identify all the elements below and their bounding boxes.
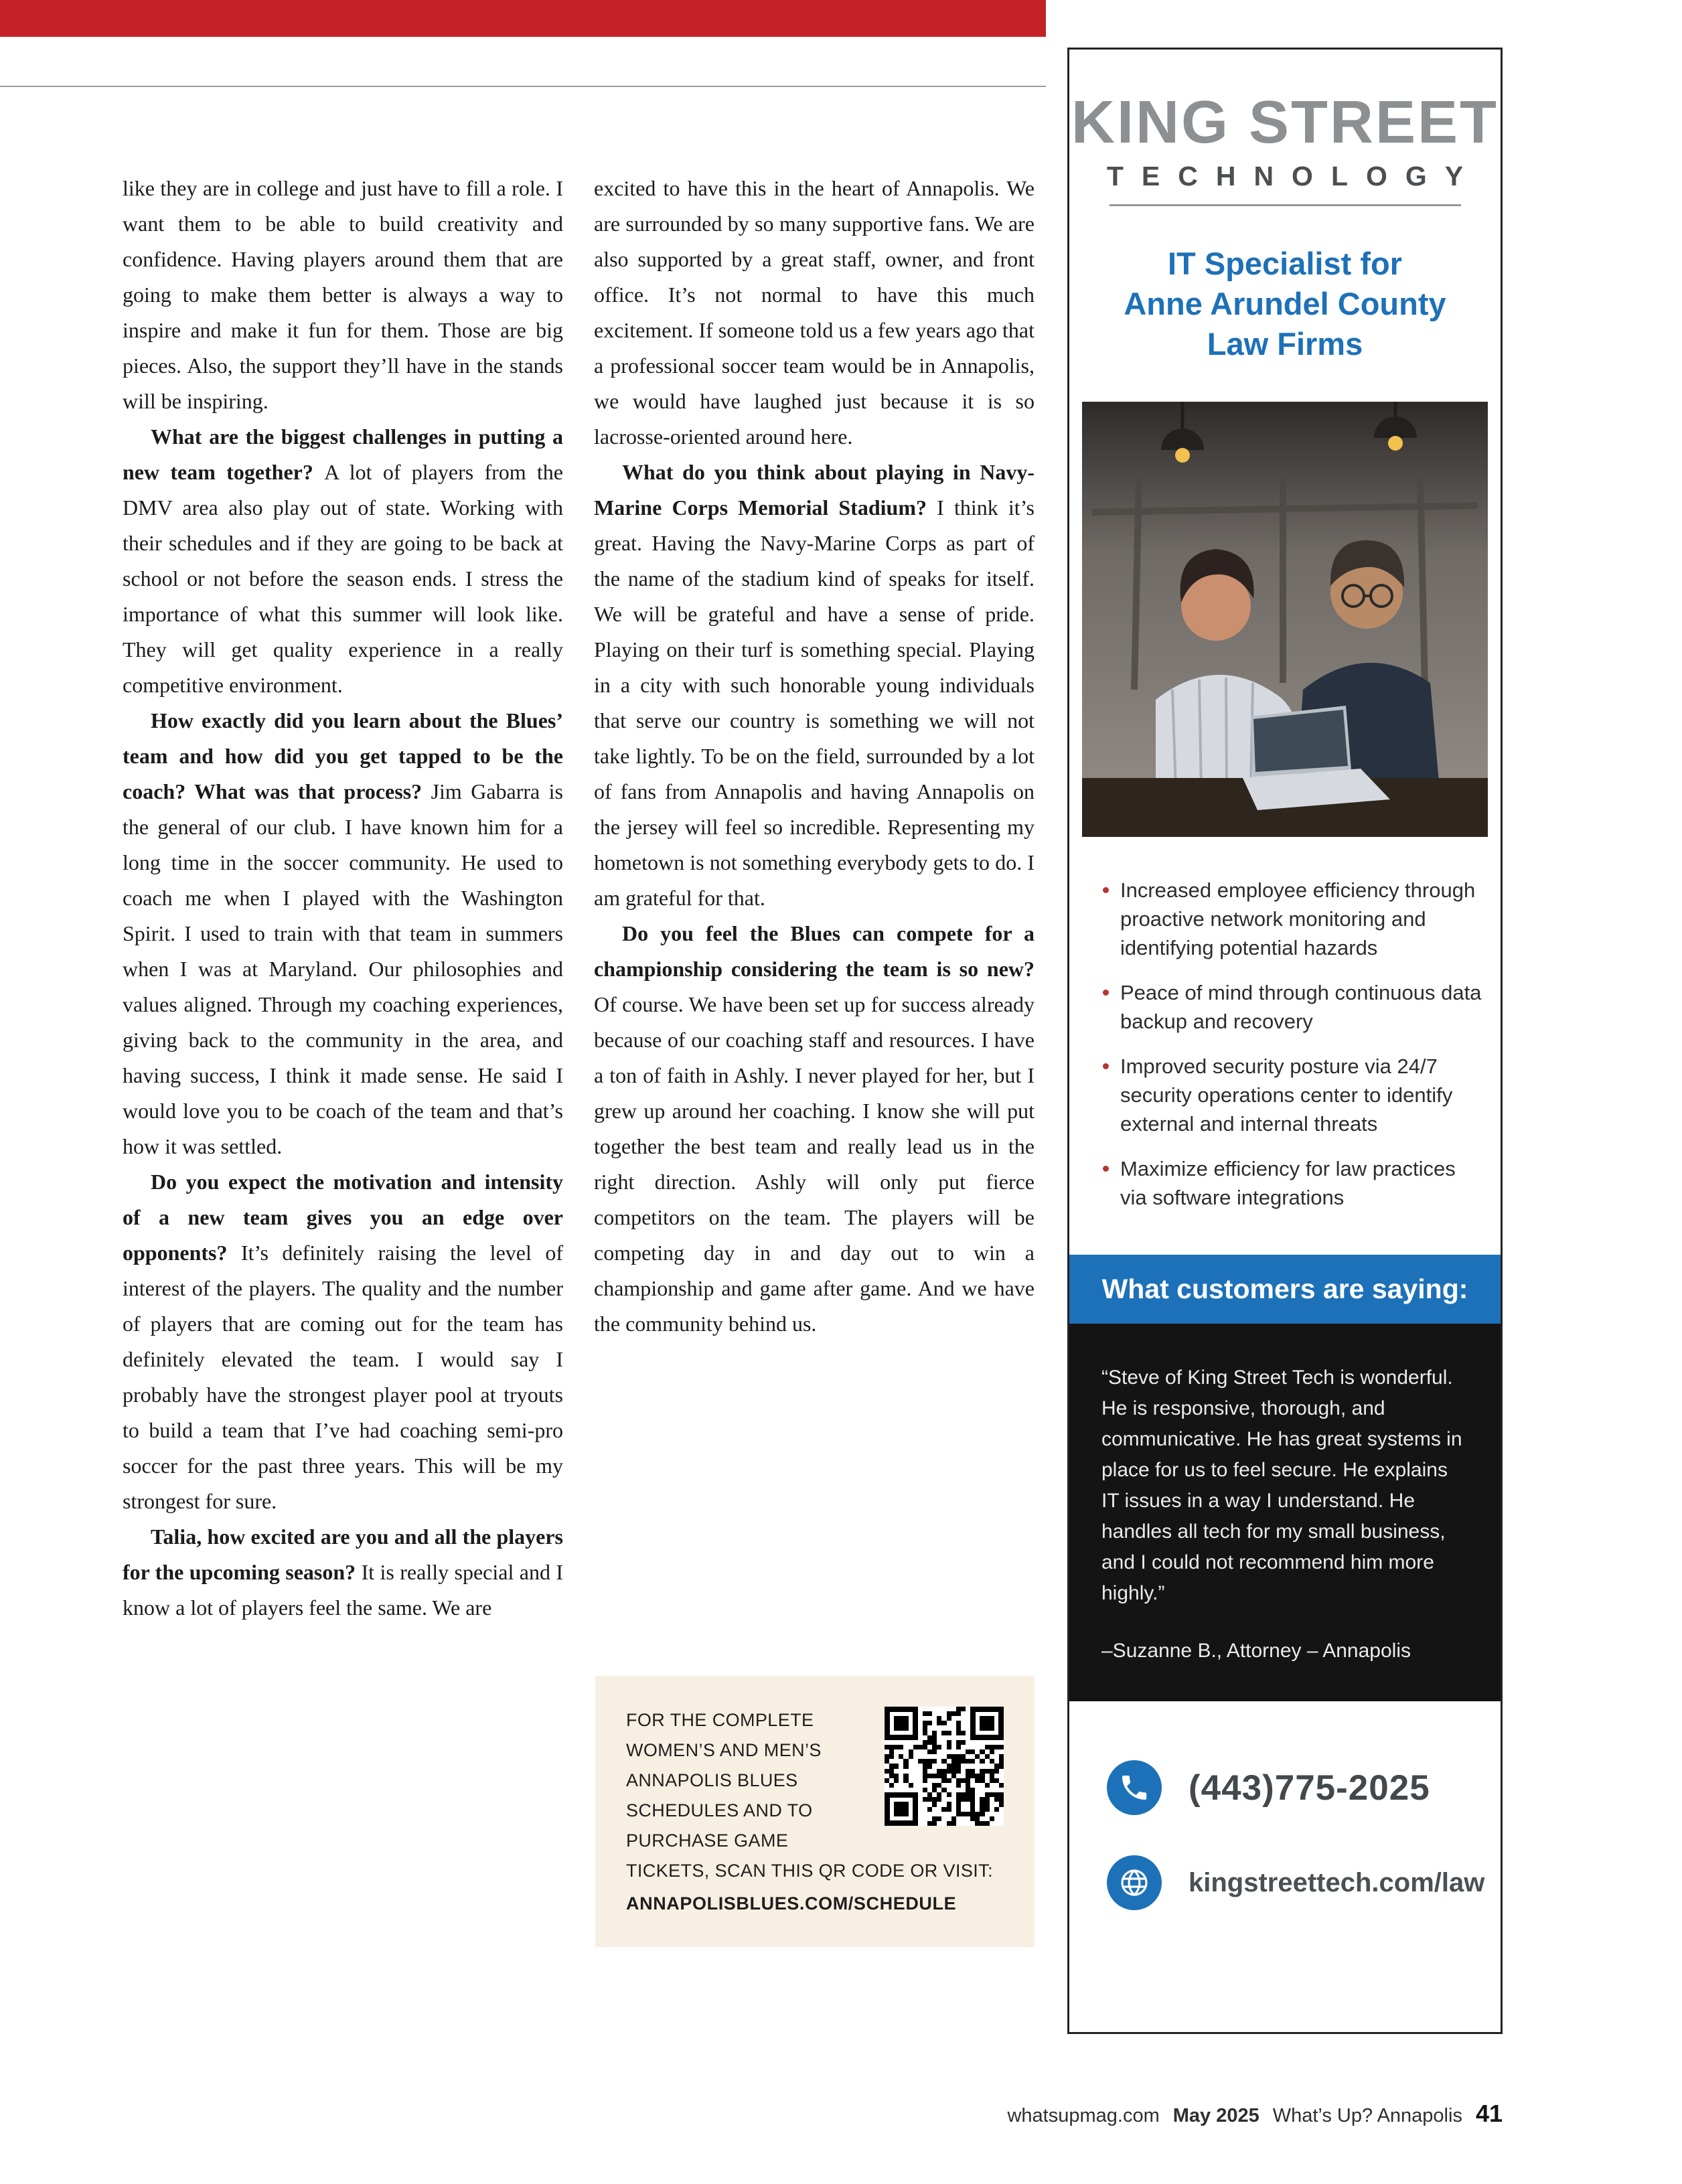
interview-answer: It is really special and I know a lot of players feel the same. We are [123,1560,564,1620]
schedule-qr-box [595,1676,1035,1947]
bullet-item: Maximize efficiency for law practices via software integrations [1099,1154,1483,1212]
interview-question: Talia, how excited are you and all the players for the upcoming season? [123,1525,563,1584]
bullet-item: Improved security posture via 24/7 security operations center to identify external and internal threats [1099,1052,1483,1138]
article-paragraph [123,703,563,1164]
qr-finder-icon [970,1707,1004,1740]
bullet-item: Peace of mind through continuous data backup and recovery [1099,978,1483,1036]
interview-question: What do you think about playing in Navy-Marine Corps Memorial Stadium? [594,460,1035,520]
interview-answer: I think it’s great. Having the Navy-Marine Corps as part of the name of the stadium kind of speaks for itself. We will be grateful and have a sense of pride. Playing on their turf is something special. Playing in a city with such honorable young individuals that serve our country is something we will not take lightly. To be on the field, surrounded by a lot of fans from Annapolis and having Annapolis on the jersey will feel so incredible. Representing my hometown is not something everybody gets to do. I am grateful for that. [594,495,1035,910]
schedule-link[interactable]: ANNAPOLISBLUES.COM/SCHEDULE [626,1893,957,1914]
qr-code[interactable] [885,1707,1004,1826]
article-column-right [594,171,1035,1626]
article-paragraph [123,171,563,419]
interview-question: Do you feel the Blues can compete for a championship considering the team is so new? [594,921,1035,981]
article-paragraph [123,419,563,703]
top-red-bar [0,0,1046,37]
ad-headline-line: IT Specialist for [1168,246,1402,281]
ad-headline [1069,244,1501,364]
interview-question: Do you expect the motivation and intensity of a new team gives you an edge over opponents? [123,1170,563,1265]
qr-finder-icon [885,1707,918,1740]
page-footer [1007,2100,1503,2128]
article-paragraph [594,916,1035,1342]
phone-icon [1107,1760,1162,1815]
testimonial-attribution: –Suzanne B., Attorney – Annapolis [1101,1640,1411,1662]
interview-question: What are the biggest challenges in putting a new team together? [123,424,563,484]
qr-finder-icon [885,1792,918,1826]
top-rule [0,86,1046,87]
interview-answer: It’s definitely raising the level of interest of the players. The quality and the number of players that are coming out for the team has definitely elevated the team. I would say I probably have the strongest player pool at tryouts to build a team that I’ve had coaching semi-pro soccer for the past three years. This will be my strongest for sure. [123,1241,564,1513]
interview-answer: Jim Gabarra is the general of our club. I have known him for a long time in the soccer community. He used to coach me when I played with the Washington Spirit. I used to train with that team in summers when I was at Maryland. Our philosophies and values aligned. Through my coaching experiences, giving back to the community in the area, and having success, I think it made sense. He said I would love you to be coach of the team and that’s how it was settled. [123,779,564,1158]
qr-instructions: FOR THE COMPLETE WOMEN’S AND MEN’S ANNAPOLIS BLUES SCHEDULES AND TO PURCHASE GAME TICKETS, SCAN THIS QR CODE OR VISIT: [626,1710,993,1881]
phone-row [1107,1760,1501,1815]
interview-question: How exactly did you learn about the Blues’ team and how did you get tapped to be the coach? What was that process? [123,708,563,803]
phone-number[interactable]: (443)775-2025 [1189,1768,1430,1808]
ad-logo-rule [1110,204,1461,206]
king-street-ad [1067,48,1503,2034]
bullet-item: Increased employee efficiency through proactive network monitoring and identifying potential hazards [1099,876,1483,962]
globe-icon [1107,1855,1162,1910]
footer-site: whatsupmag.com [1007,2105,1160,2126]
article-body [123,171,1035,1626]
testimonial-text: “Steve of King Street Tech is wonderful. He is responsive, thorough, and communicative. He has great systems in place for us to feel secure. He explains IT issues in a way I understand. He handles all tech for my small business, and I could not recommend him more highly.” [1101,1367,1462,1604]
office-photo [1082,402,1488,837]
website-row [1107,1855,1501,1910]
website-link[interactable]: kingstreettech.com/law [1189,1867,1485,1897]
ad-headline-line: Law Firms [1207,326,1363,362]
article-paragraph [594,455,1035,916]
interview-answer: like they are in college and just have to fill a role. I want them to be able to build creativity and confidence. Having players around them that are going to make them better is always a way to inspire and make it fun for them. Those are big pieces. Also, the support they’ll have in the stands will be inspiring. [123,176,563,413]
article-paragraph [123,1164,563,1519]
article-paragraph [594,171,1035,455]
ad-headline-line: Anne Arundel County [1124,286,1446,321]
interview-answer: excited to have this in the heart of Annapolis. We are surrounded by so many supportive fans. We are also supported by a great staff, owner, and front office. It’s not normal to have this much excitement. If someone told us a few years ago that a professional soccer team would be in Annapolis, we would have laughed just because it is so lacrosse-oriented around here. [594,176,1035,449]
footer-issue: May 2025 [1172,2105,1259,2126]
article-column-left [123,171,563,1626]
ad-bullet-list [1099,876,1483,1212]
interview-answer: Of course. We have been set up for success already because of our coaching staff and resources. I have a ton of faith in Ashly. I never played for her, but I grew up around her coaching. I know she will put together the best team and really lead us in the right direction. Ashly will only put fierce competitors on the team. The players will be competing day in and day out to win a championship and game after game. And we have the community behind us. [594,992,1035,1336]
article-paragraph [123,1519,563,1626]
ad-logo [1069,91,1501,206]
footer-page-number: 41 [1475,2100,1503,2127]
ad-logo-subtitle: TECHNOLOGY [1106,161,1482,191]
testimonial-panel [1069,1324,1501,1701]
ad-logo-wordmark: KING STREET [1071,89,1499,156]
interview-answer: A lot of players from the DMV area also play out of state. Working with their schedules and if they are going to be back at school or not before the season ends. I stress the importance of what this summer will look like. They will get quality experience in a really competitive environment. [123,460,564,697]
customers-banner: What customers are saying: [1069,1255,1501,1324]
footer-publication: What’s Up? Annapolis [1272,2105,1462,2126]
